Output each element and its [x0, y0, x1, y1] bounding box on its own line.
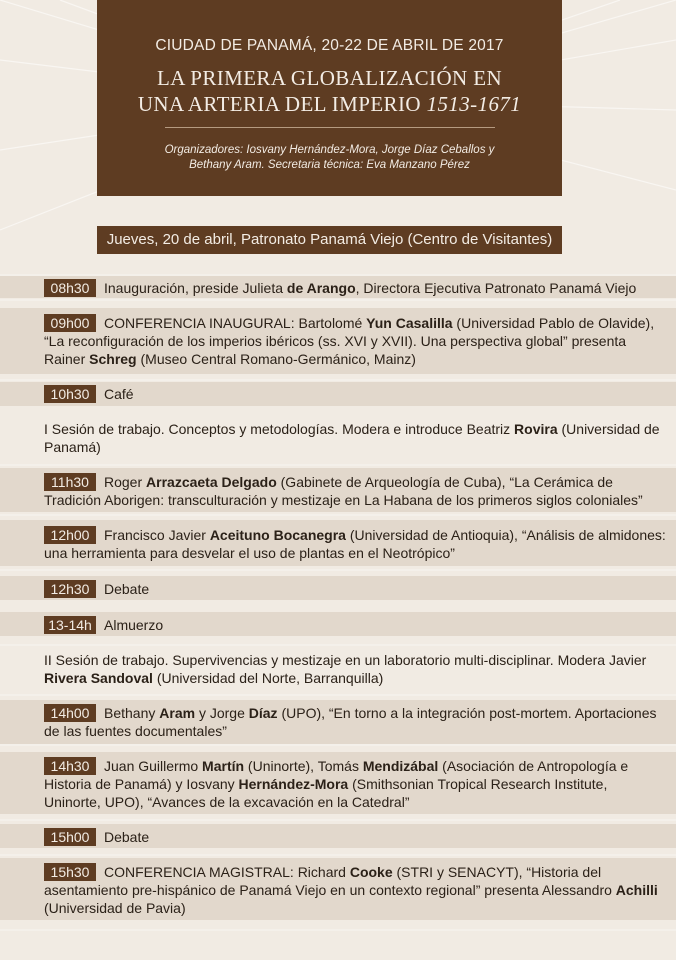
program-text: (Universidad Pablo de Olavide), “La reconfiguración de los imperios ibéricos (ss. XVI y XVII). Una perspectiva global” presenta Rainer	[44, 315, 655, 367]
speaker-name: Rovira	[514, 421, 558, 437]
program-text: (STRI y SENACYT), “Historia del asentamiento pre-hispánico de Panamá Viejo en un contexto regional” presenta Alessandro	[44, 864, 616, 898]
program-item	[44, 473, 668, 509]
program-item	[44, 828, 668, 846]
program-text: Inauguración, preside Julieta	[104, 280, 287, 296]
program-text: (Universidad de Antioquia), “Análisis de almidones: una herramienta para desvelar el uso de plantas en el Neotrópico”	[44, 527, 666, 561]
speaker-name: Díaz	[248, 705, 278, 721]
title-line-2-text: UNA ARTERIA DEL IMPERIO	[137, 92, 421, 116]
speaker-name: Cooke	[349, 864, 393, 880]
time-badge: 08h30	[44, 279, 96, 297]
event-title	[97, 65, 562, 117]
time-badge: 11h30	[44, 473, 96, 491]
program-text: y Jorge	[195, 705, 249, 721]
time-badge: 14h30	[44, 757, 96, 775]
program-text: Juan Guillermo	[104, 758, 203, 774]
program-text: (Universidad de Pavia)	[44, 900, 186, 916]
speaker-name: Yun Casalilla	[366, 315, 453, 331]
program-text: (Smithsonian Tropical Research Institute, Uninorte, UPO), “Avances de la excavación en la Catedral”	[44, 776, 608, 810]
speaker-name: Aceituno Bocanegra	[209, 527, 346, 543]
program-text: I Sesión de trabajo. Conceptos y metodologías. Modera e introduce Beatriz	[44, 421, 515, 437]
program-text: Debate	[104, 829, 150, 845]
day-banner: Jueves, 20 de abril, Patronato Panamá Viejo (Centro de Visitantes)	[97, 226, 562, 254]
program-text: CONFERENCIA INAUGURAL: Bartolomé	[104, 315, 367, 331]
title-line-1: LA PRIMERA GLOBALIZACIÓN EN	[156, 66, 503, 90]
program-text: Francisco Javier	[104, 527, 210, 543]
organizers-line-1: Organizadores: Iosvany Hernández-Mora, Jorge Díaz Ceballos y	[164, 144, 495, 156]
program-item	[44, 863, 668, 917]
speaker-name: Mendizábal	[362, 758, 439, 774]
time-badge: 12h30	[44, 580, 96, 598]
speaker-name: Arrazcaeta Delgado	[146, 474, 277, 490]
program-text: (Universidad de Panamá)	[44, 421, 660, 455]
city-date: CIUDAD DE PANAMÁ, 20-22 DE ABRIL DE 2017	[155, 37, 504, 54]
speaker-name: Martín	[202, 758, 245, 774]
program-item	[44, 420, 668, 456]
program-item	[44, 526, 668, 562]
program-text: (UPO), “En torno a la integración post-mortem. Aportaciones de las fuentes documentales”	[44, 705, 657, 739]
program-item	[44, 616, 668, 634]
speaker-name: Achilli	[615, 882, 658, 898]
organizers-line-2: Bethany Aram. Secretaria técnica: Eva Manzano Pérez	[189, 159, 470, 171]
program-text: Café	[104, 386, 134, 402]
program-item	[44, 314, 668, 368]
program-text: Bethany	[104, 705, 160, 721]
program-item	[44, 385, 668, 403]
organizers	[97, 143, 562, 173]
program-item	[44, 651, 668, 687]
speaker-name: Schreg	[89, 351, 137, 367]
title-line-2	[97, 91, 562, 117]
program-item	[44, 279, 668, 297]
program-text: (Universidad del Norte, Barranquilla)	[152, 670, 384, 686]
time-badge: 15h30	[44, 863, 96, 881]
program-text: CONFERENCIA MAGISTRAL: Richard	[104, 864, 350, 880]
program-text: (Asociación de Antropología e Historia de Panamá) y Iosvany	[44, 758, 629, 792]
program-text: (Uninorte), Tomás	[244, 758, 363, 774]
speaker-name: Hernández-Mora	[238, 776, 349, 792]
program-text: (Museo Central Romano-Germánico, Mainz)	[136, 351, 416, 367]
time-badge: 14h00	[44, 704, 96, 722]
program-text: , Directora Ejecutiva Patronato Panamá Viejo	[355, 280, 637, 296]
program-item	[44, 704, 668, 740]
header-divider	[165, 127, 495, 128]
program-text: Roger	[104, 474, 147, 490]
program-item	[44, 580, 668, 598]
program-item	[44, 757, 668, 811]
program-text: Almuerzo	[104, 617, 164, 633]
program-text: II Sesión de trabajo. Supervivencias y mestizaje en un laboratorio multi-disciplinar. Modera Javier	[44, 652, 647, 668]
program-text: Debate	[104, 581, 150, 597]
event-header	[97, 0, 562, 196]
title-years: 1513-1671	[426, 92, 522, 116]
speaker-name: Aram	[159, 705, 196, 721]
time-badge: 15h00	[44, 828, 96, 846]
speaker-name: Rivera Sandoval	[44, 670, 153, 686]
time-badge: 12h00	[44, 526, 96, 544]
time-badge: 13-14h	[44, 616, 96, 634]
speaker-name: de Arango	[286, 280, 356, 296]
time-badge: 09h00	[44, 314, 96, 332]
program-text: (Gabinete de Arqueología de Cuba), “La Cerámica de Tradición Aborigen: transculturación y mestizaje en La Habana de los primeros siglos coloniales”	[44, 474, 643, 508]
time-badge: 10h30	[44, 385, 96, 403]
